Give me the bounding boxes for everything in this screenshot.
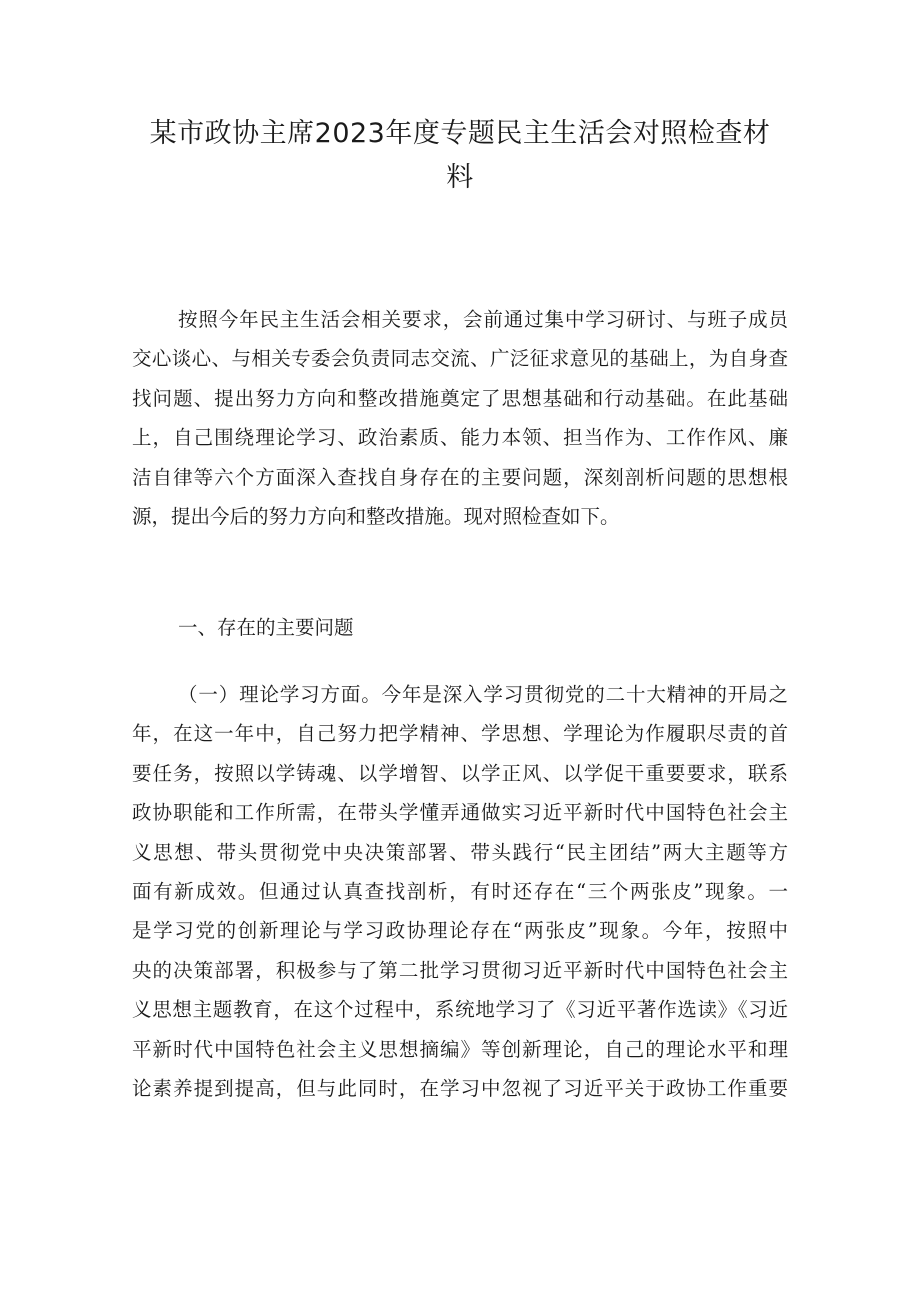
paragraph-line: 年，在这一年中，自己努力把学精神、学思想、学理论为作履职尽责的首 — [132, 722, 788, 746]
paragraph-line: 上，自己围绕理论学习、政治素质、能力本领、担当作为、工作作风、廉 — [132, 426, 788, 450]
intro-paragraph — [132, 300, 788, 536]
section-paragraph — [132, 675, 788, 1108]
paragraph-line: 论素养提到提高，但与此同时，在学习中忽视了习近平关于政协工作重要 — [132, 1076, 788, 1100]
paragraph-line: 要任务，按照以学铸魂、以学增智、以学正风、以学促干重要要求，联系 — [132, 761, 788, 785]
paragraph-line: 按照今年民主生活会相关要求，会前通过集中学习研讨、与班子成员 — [178, 308, 788, 331]
title-line: 某市政协主席2023年度专题民主生活会对照检查材 — [149, 118, 771, 149]
paragraph-line: 义思想、带头贯彻党中央决策部署、带头践行“民主团结”两大主题等方 — [132, 840, 788, 864]
paragraph-line: 洁自律等六个方面深入查找自身存在的主要问题，深刻剖析问题的思想根 — [132, 465, 788, 489]
paragraph-line: （一）理论学习方面。今年是深入学习贯彻党的二十大精神的开局之 — [178, 683, 788, 706]
paragraph-line: 央的决策部署，积极参与了第二批学习贯彻习近平新时代中国特色社会主 — [132, 958, 788, 982]
document-title — [140, 112, 780, 200]
section-heading: 一、存在的主要问题 — [178, 616, 354, 639]
title-line: 料 — [446, 162, 474, 193]
paragraph-line: 交心谈心、与相关专委会负责同志交流、广泛征求意见的基础上，为自身查 — [132, 347, 788, 371]
paragraph-line: 平新时代中国特色社会主义思想摘编》等创新理论，自己的理论水平和理 — [132, 1037, 788, 1061]
paragraph-line: 找问题、提出努力方向和整改措施奠定了思想基础和行动基础。在此基础 — [132, 386, 788, 410]
paragraph-line: 政协职能和工作所需，在带头学懂弄通做实习近平新时代中国特色社会主 — [132, 801, 788, 825]
paragraph-line: 源，提出今后的努力方向和整改措施。现对照检查如下。 — [132, 504, 620, 528]
paragraph-line: 是学习党的创新理论与学习政协理论存在“两张皮”现象。今年，按照中 — [132, 919, 788, 943]
paragraph-line: 面有新成效。但通过认真查找剖析，有时还存在“三个两张皮”现象。一 — [132, 879, 788, 903]
paragraph-line: 义思想主题教育，在这个过程中，系统地学习了《习近平著作选读》《习近 — [132, 998, 788, 1022]
